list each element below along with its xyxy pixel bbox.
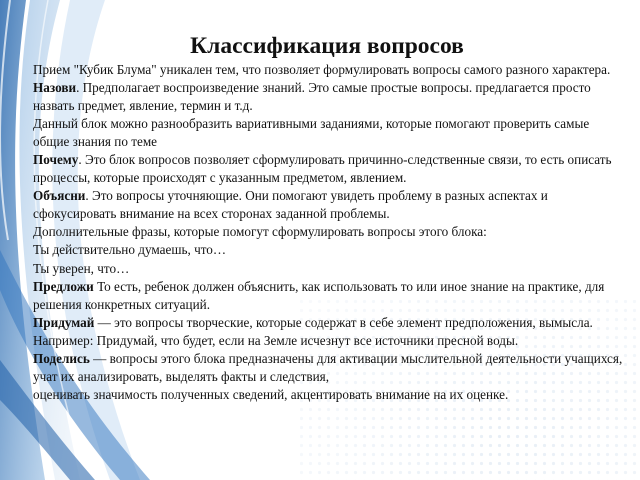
paragraph-keyword: Почему: [33, 152, 79, 168]
slide-title: Классификация вопросов: [190, 33, 464, 59]
paragraph-text: . Это блок вопросов позволяет сформулировать причинно-следственные связи, то есть описать процессы, которые происходят с указанным предметом, явлением.: [33, 152, 612, 186]
paragraph-text: Ты уверен, что…: [33, 260, 130, 276]
paragraph-text: оценивать значимость полученных сведений, акцентировать внимание на их оценке.: [33, 386, 509, 402]
paragraph-text: Ты действительно думаешь, что…: [33, 242, 227, 258]
paragraph-text: — вопросы этого блока предназначены для активации мыслительной деятельности учащихся, учат их анализировать, выделять факты и следствия,: [33, 350, 623, 384]
paragraph-phrase-1: [33, 241, 623, 259]
slide-body: [33, 61, 623, 404]
paragraph-evaluate: [33, 386, 623, 404]
paragraph-text: Прием "Кубик Блума" уникален тем, что позволяет формулировать вопросы самого разного характера.: [33, 62, 611, 77]
paragraph-keyword: Назови: [33, 80, 77, 96]
paragraph-text: — это вопросы творческие, которые содержат в себе элемент предположения, вымысла.: [94, 314, 593, 330]
paragraph-text: Дополнительные фразы, которые помогут сформулировать вопросы этого блока:: [33, 224, 487, 240]
paragraph-keyword: Предложи: [33, 278, 94, 294]
paragraph-text: То есть, ребенок должен объяснить, как использовать то или иное знание на практике, для решения конкретных ситуаций.: [33, 278, 605, 312]
paragraph-share: [33, 350, 623, 386]
paragraph-keyword: Поделись: [33, 350, 90, 366]
paragraph-phrase-2: [33, 260, 623, 278]
paragraph-explain: [33, 187, 623, 223]
paragraph-keyword: Придумай: [33, 314, 95, 330]
paragraph-extra-phrases: [33, 223, 623, 241]
paragraph-suggest: [33, 278, 623, 314]
paragraph-text: Например: Придумай, что будет, если на Земле исчезнут все источники пресной воды.: [33, 332, 519, 348]
paragraph-name: [33, 79, 623, 115]
paragraph-why: [33, 151, 623, 187]
paragraph-text: Данный блок можно разнообразить вариативными заданиями, которые помогают проверить самые общие знания по теме: [33, 116, 590, 150]
paragraph-invent: [33, 314, 623, 332]
paragraph-text: . Это вопросы уточняющие. Они помогают увидеть проблему в разных аспектах и сфокусировать внимание на всех сторонах заданной проблемы.: [33, 188, 548, 222]
paragraph-text: . Предполагает воспроизведение знаний. Это самые простые вопросы. предлагается просто назвать предмет, явление, термин и т.д.: [33, 80, 591, 114]
paragraph-keyword: Объясни: [33, 188, 86, 204]
paragraph-intro: [33, 61, 623, 79]
paragraph-example: [33, 332, 623, 350]
paragraph-variations: [33, 115, 623, 151]
